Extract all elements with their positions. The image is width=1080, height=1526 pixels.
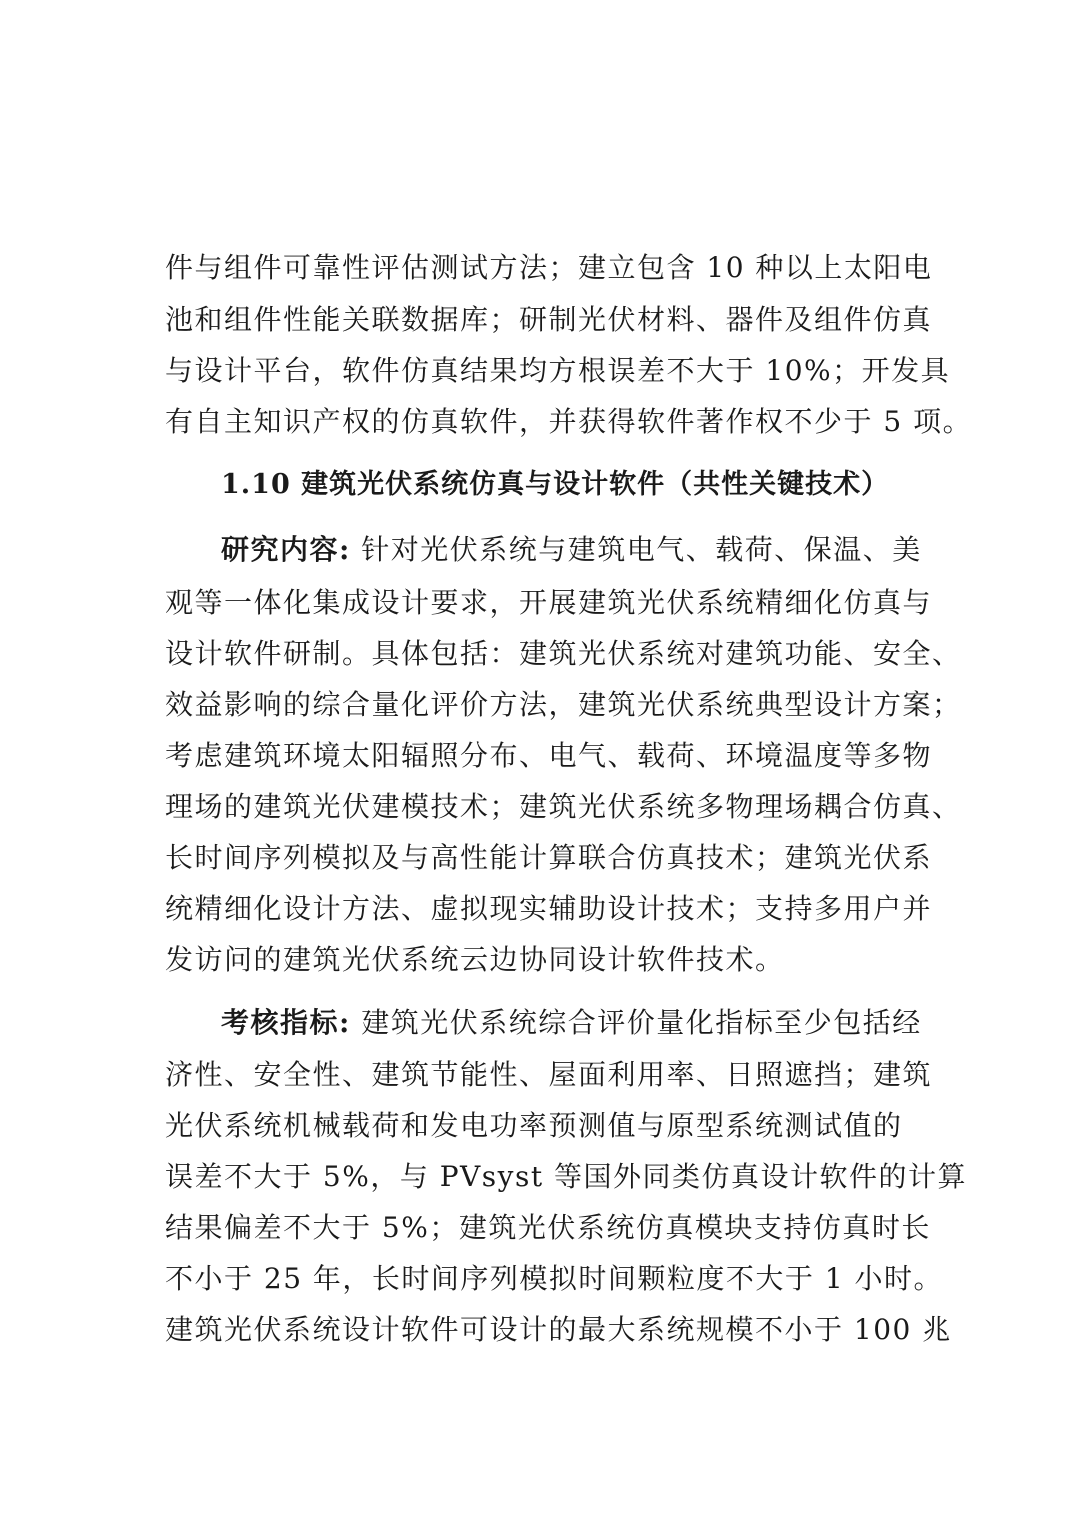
text-line: 发访问的建筑光伏系统云边协同设计软件技术。 — [165, 943, 785, 976]
text-line: 考虑建筑环境太阳辐照分布、电气、载荷、环境温度等多物 — [165, 739, 933, 772]
text-line: 统精细化设计方法、虚拟现实辅助设计技术；支持多用户并 — [165, 892, 933, 925]
text-line: 观等一体化集成设计要求，开展建筑光伏系统精细化仿真与 — [165, 586, 933, 619]
text-line: 长时间序列模拟及与高性能计算联合仿真技术；建筑光伏系 — [165, 841, 933, 874]
text-line: 光伏系统机械载荷和发电功率预测值与原型系统测试值的 — [165, 1109, 903, 1142]
assessment-first-line — [221, 1003, 922, 1043]
section-heading: 1.10 建筑光伏系统仿真与设计软件（共性关键技术） — [221, 469, 890, 500]
text-line: 不小于 25 年，长时间序列模拟时间颗粒度不大于 1 小时。 — [165, 1262, 944, 1295]
text-line: 件与组件可靠性评估测试方法；建立包含 10 种以上太阳电 — [165, 251, 933, 284]
text-line: 误差不大于 5%，与 PVsyst 等国外同类仿真设计软件的计算 — [165, 1160, 967, 1193]
text-line: 池和组件性能关联数据库；研制光伏材料、器件及组件仿真 — [165, 303, 933, 336]
research-first-line — [221, 530, 922, 570]
text-line: 济性、安全性、建筑节能性、屋面利用率、日照遮挡；建筑 — [165, 1058, 933, 1091]
research-first-text: 针对光伏系统与建筑电气、载荷、保温、美 — [350, 533, 922, 566]
text-line: 效益影响的综合量化评价方法，建筑光伏系统典型设计方案； — [165, 688, 962, 721]
text-line: 与设计平台，软件仿真结果均方根误差不大于 10%；开发具 — [165, 354, 951, 387]
assessment-first-text: 建筑光伏系统综合评价量化指标至少包括经 — [350, 1006, 922, 1039]
text-line: 结果偏差不大于 5%；建筑光伏系统仿真模块支持仿真时长 — [165, 1211, 931, 1244]
text-line: 建筑光伏系统设计软件可设计的最大系统规模不小于 100 兆 — [165, 1313, 952, 1346]
assessment-label: 考核指标: — [221, 1006, 351, 1039]
text-line: 有自主知识产权的仿真软件，并获得软件著作权不少于 5 项。 — [165, 405, 973, 438]
research-label: 研究内容: — [221, 533, 351, 566]
text-line: 理场的建筑光伏建模技术；建筑光伏系统多物理场耦合仿真、 — [165, 790, 962, 823]
text-line: 设计软件研制。具体包括：建筑光伏系统对建筑功能、安全、 — [165, 637, 962, 670]
